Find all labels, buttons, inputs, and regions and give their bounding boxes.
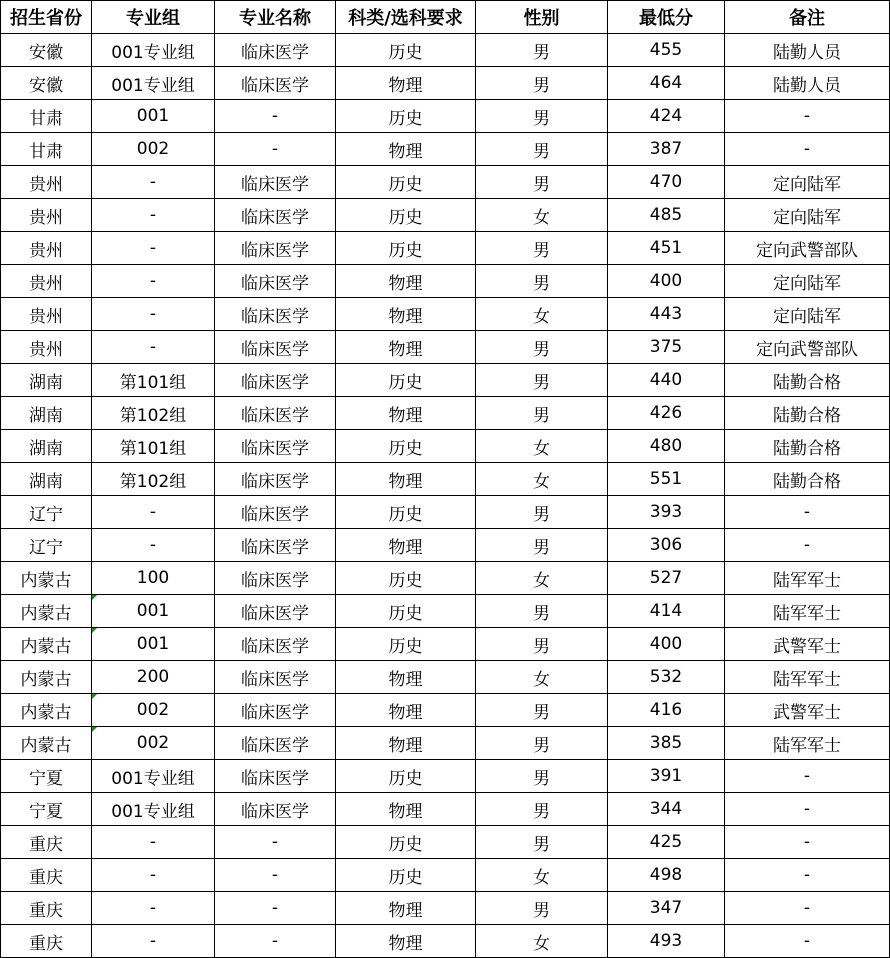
table-row	[1, 265, 890, 298]
major-group-cell: 100	[92, 562, 215, 595]
table-row	[1, 826, 890, 859]
remarks-cell: 陆勤合格	[725, 364, 890, 397]
subject-requirement-cell: 物理	[336, 925, 476, 958]
table-row	[1, 199, 890, 232]
province-cell: 辽宁	[1, 496, 92, 529]
subject-requirement-cell: 物理	[336, 661, 476, 694]
table-header-row	[1, 1, 890, 34]
min-score-cell: 414	[608, 595, 725, 628]
province-cell: 安徽	[1, 67, 92, 100]
min-score-cell: 443	[608, 298, 725, 331]
subject-requirement-cell: 物理	[336, 331, 476, 364]
min-score-cell: 393	[608, 496, 725, 529]
min-score-cell: 400	[608, 628, 725, 661]
remarks-cell: 定向陆军	[725, 166, 890, 199]
min-score-cell: 416	[608, 694, 725, 727]
subject-requirement-cell: 历史	[336, 628, 476, 661]
gender-cell: 女	[476, 859, 608, 892]
gender-cell: 男	[476, 331, 608, 364]
min-score-cell: 485	[608, 199, 725, 232]
province-header: 招生省份	[1, 1, 92, 34]
gender-cell: 女	[476, 298, 608, 331]
min-score-cell: 306	[608, 529, 725, 562]
subject-requirement-cell: 历史	[336, 199, 476, 232]
major-name-cell: 临床医学	[215, 595, 336, 628]
province-cell: 内蒙古	[1, 628, 92, 661]
table-body	[1, 34, 890, 958]
subject-requirement-cell: 物理	[336, 298, 476, 331]
province-cell: 内蒙古	[1, 661, 92, 694]
subject-requirement-cell: 历史	[336, 760, 476, 793]
major-name-cell: 临床医学	[215, 496, 336, 529]
major-name-cell: 临床医学	[215, 364, 336, 397]
major-group-cell: -	[92, 496, 215, 529]
major-name-cell: 临床医学	[215, 232, 336, 265]
min-score-cell: 493	[608, 925, 725, 958]
table-row	[1, 595, 890, 628]
subject-requirement-cell: 历史	[336, 496, 476, 529]
min-score-cell: 551	[608, 463, 725, 496]
province-cell: 宁夏	[1, 793, 92, 826]
min-score-cell: 426	[608, 397, 725, 430]
major-name-cell: -	[215, 859, 336, 892]
major-name-cell: -	[215, 925, 336, 958]
major-group-cell: -	[92, 199, 215, 232]
province-cell: 辽宁	[1, 529, 92, 562]
min-score-cell: 385	[608, 727, 725, 760]
major-group-cell: -	[92, 892, 215, 925]
major-name-cell: -	[215, 133, 336, 166]
subject-requirement-cell: 历史	[336, 364, 476, 397]
remarks-cell: 武警军士	[725, 694, 890, 727]
province-cell: 甘肃	[1, 100, 92, 133]
province-cell: 内蒙古	[1, 562, 92, 595]
subject-requirement-cell: 物理	[336, 694, 476, 727]
subject-requirement-cell: 历史	[336, 34, 476, 67]
major-name-cell: -	[215, 892, 336, 925]
major-group-cell: 001	[92, 595, 215, 628]
major-group-cell: -	[92, 331, 215, 364]
gender-cell: 男	[476, 364, 608, 397]
min-score-cell: 440	[608, 364, 725, 397]
gender-cell: 男	[476, 892, 608, 925]
province-cell: 重庆	[1, 859, 92, 892]
table-row	[1, 133, 890, 166]
province-cell: 重庆	[1, 826, 92, 859]
major-group-cell: 第102组	[92, 463, 215, 496]
major-name-cell: 临床医学	[215, 529, 336, 562]
major-group-cell: -	[92, 826, 215, 859]
table-row	[1, 331, 890, 364]
major-group-cell: -	[92, 925, 215, 958]
remarks-cell: 陆军军士	[725, 595, 890, 628]
major-name-cell: 临床医学	[215, 298, 336, 331]
major-name-cell: 临床医学	[215, 793, 336, 826]
table-row	[1, 694, 890, 727]
table-row	[1, 397, 890, 430]
remarks-cell: -	[725, 133, 890, 166]
province-cell: 湖南	[1, 397, 92, 430]
province-cell: 内蒙古	[1, 595, 92, 628]
table-row	[1, 760, 890, 793]
major-name-cell: 临床医学	[215, 331, 336, 364]
table-row	[1, 529, 890, 562]
major-name-cell: 临床医学	[215, 430, 336, 463]
major-name-cell: 临床医学	[215, 760, 336, 793]
major-name-cell: -	[215, 826, 336, 859]
province-cell: 湖南	[1, 430, 92, 463]
province-cell: 重庆	[1, 925, 92, 958]
remarks-cell: -	[725, 925, 890, 958]
province-cell: 贵州	[1, 331, 92, 364]
min-score-cell: 527	[608, 562, 725, 595]
major-name-cell: 临床医学	[215, 166, 336, 199]
min-score-cell: 387	[608, 133, 725, 166]
min-score-cell: 532	[608, 661, 725, 694]
gender-cell: 男	[476, 34, 608, 67]
province-cell: 内蒙古	[1, 694, 92, 727]
min-score-cell: 464	[608, 67, 725, 100]
province-cell: 重庆	[1, 892, 92, 925]
table-row	[1, 463, 890, 496]
major-group-cell: 001专业组	[92, 34, 215, 67]
province-cell: 甘肃	[1, 133, 92, 166]
major-name-cell: 临床医学	[215, 661, 336, 694]
table-row	[1, 298, 890, 331]
remarks-cell: -	[725, 826, 890, 859]
table-row	[1, 562, 890, 595]
subject-requirement-cell: 历史	[336, 562, 476, 595]
major-group-cell: 001	[92, 628, 215, 661]
remarks-cell: 定向武警部队	[725, 232, 890, 265]
remarks-cell: 陆勤合格	[725, 430, 890, 463]
remarks-cell: 陆勤人员	[725, 34, 890, 67]
table-row	[1, 727, 890, 760]
remarks-cell: -	[725, 760, 890, 793]
table-row	[1, 892, 890, 925]
province-cell: 安徽	[1, 34, 92, 67]
major-group-cell: 002	[92, 694, 215, 727]
major-group-cell: 001专业组	[92, 67, 215, 100]
province-cell: 宁夏	[1, 760, 92, 793]
gender-cell: 男	[476, 826, 608, 859]
subject-requirement-cell: 历史	[336, 166, 476, 199]
min-score-cell: 347	[608, 892, 725, 925]
major-name-cell: 临床医学	[215, 727, 336, 760]
table-row	[1, 859, 890, 892]
province-cell: 内蒙古	[1, 727, 92, 760]
major-group-header: 专业组	[92, 1, 215, 34]
major-group-cell: 第101组	[92, 364, 215, 397]
major-name-cell: 临床医学	[215, 628, 336, 661]
subject-requirement-cell: 物理	[336, 727, 476, 760]
gender-cell: 男	[476, 67, 608, 100]
major-name-cell: 临床医学	[215, 694, 336, 727]
min-score-cell: 498	[608, 859, 725, 892]
major-group-cell: 001	[92, 100, 215, 133]
major-name-cell: 临床医学	[215, 562, 336, 595]
major-group-cell: 200	[92, 661, 215, 694]
gender-cell: 女	[476, 661, 608, 694]
gender-cell: 男	[476, 265, 608, 298]
remarks-cell: 陆军军士	[725, 562, 890, 595]
min-score-header: 最低分	[608, 1, 725, 34]
table-row	[1, 793, 890, 826]
subject-requirement-cell: 历史	[336, 826, 476, 859]
gender-cell: 男	[476, 133, 608, 166]
min-score-cell: 391	[608, 760, 725, 793]
remarks-cell: -	[725, 859, 890, 892]
gender-cell: 女	[476, 925, 608, 958]
gender-cell: 女	[476, 562, 608, 595]
province-cell: 贵州	[1, 166, 92, 199]
major-name-cell: 临床医学	[215, 67, 336, 100]
remarks-cell: -	[725, 496, 890, 529]
min-score-cell: 375	[608, 331, 725, 364]
gender-cell: 男	[476, 496, 608, 529]
subject-requirement-cell: 物理	[336, 529, 476, 562]
min-score-cell: 470	[608, 166, 725, 199]
remarks-cell: -	[725, 892, 890, 925]
gender-cell: 男	[476, 100, 608, 133]
major-group-cell: 001专业组	[92, 793, 215, 826]
remarks-cell: 陆勤人员	[725, 67, 890, 100]
table-row	[1, 430, 890, 463]
major-group-cell: 002	[92, 133, 215, 166]
table-row	[1, 232, 890, 265]
subject-requirement-cell: 历史	[336, 859, 476, 892]
major-name-cell: -	[215, 100, 336, 133]
remarks-cell: 定向陆军	[725, 199, 890, 232]
province-cell: 湖南	[1, 364, 92, 397]
table-row	[1, 100, 890, 133]
gender-cell: 男	[476, 232, 608, 265]
subject-requirement-header: 科类/选科要求	[336, 1, 476, 34]
subject-requirement-cell: 物理	[336, 133, 476, 166]
remarks-cell: 陆军军士	[725, 661, 890, 694]
table-row	[1, 496, 890, 529]
table-row	[1, 166, 890, 199]
major-group-cell: -	[92, 298, 215, 331]
subject-requirement-cell: 历史	[336, 100, 476, 133]
major-name-cell: 临床医学	[215, 199, 336, 232]
remarks-cell: 陆勤合格	[725, 397, 890, 430]
gender-cell: 男	[476, 595, 608, 628]
major-group-cell: -	[92, 859, 215, 892]
remarks-cell: 定向武警部队	[725, 331, 890, 364]
province-cell: 贵州	[1, 298, 92, 331]
remarks-cell: 陆勤合格	[725, 463, 890, 496]
table-row	[1, 34, 890, 67]
subject-requirement-cell: 物理	[336, 793, 476, 826]
major-name-cell: 临床医学	[215, 397, 336, 430]
gender-cell: 男	[476, 760, 608, 793]
major-group-cell: 第102组	[92, 397, 215, 430]
major-name-cell: 临床医学	[215, 265, 336, 298]
gender-cell: 男	[476, 628, 608, 661]
major-name-cell: 临床医学	[215, 463, 336, 496]
min-score-cell: 400	[608, 265, 725, 298]
major-group-cell: -	[92, 529, 215, 562]
subject-requirement-cell: 物理	[336, 463, 476, 496]
gender-cell: 女	[476, 199, 608, 232]
remarks-cell: 定向陆军	[725, 298, 890, 331]
remarks-cell: -	[725, 100, 890, 133]
province-cell: 贵州	[1, 265, 92, 298]
min-score-cell: 425	[608, 826, 725, 859]
subject-requirement-cell: 历史	[336, 430, 476, 463]
subject-requirement-cell: 物理	[336, 265, 476, 298]
major-group-cell: -	[92, 166, 215, 199]
table-row	[1, 364, 890, 397]
min-score-cell: 344	[608, 793, 725, 826]
remarks-cell: -	[725, 793, 890, 826]
min-score-cell: 451	[608, 232, 725, 265]
gender-cell: 女	[476, 430, 608, 463]
remarks-cell: 陆军军士	[725, 727, 890, 760]
gender-cell: 男	[476, 166, 608, 199]
major-group-cell: 002	[92, 727, 215, 760]
gender-cell: 男	[476, 793, 608, 826]
subject-requirement-cell: 历史	[336, 595, 476, 628]
gender-cell: 男	[476, 529, 608, 562]
province-cell: 贵州	[1, 232, 92, 265]
major-group-cell: 第101组	[92, 430, 215, 463]
gender-cell: 男	[476, 397, 608, 430]
min-score-cell: 480	[608, 430, 725, 463]
table-row	[1, 67, 890, 100]
major-group-cell: -	[92, 265, 215, 298]
province-cell: 湖南	[1, 463, 92, 496]
gender-header: 性别	[476, 1, 608, 34]
min-score-cell: 424	[608, 100, 725, 133]
major-name-cell: 临床医学	[215, 34, 336, 67]
table-row	[1, 925, 890, 958]
gender-cell: 女	[476, 463, 608, 496]
table-row	[1, 661, 890, 694]
province-cell: 贵州	[1, 199, 92, 232]
subject-requirement-cell: 物理	[336, 892, 476, 925]
major-group-cell: -	[92, 232, 215, 265]
min-score-cell: 455	[608, 34, 725, 67]
major-group-cell: 001专业组	[92, 760, 215, 793]
remarks-cell: -	[725, 529, 890, 562]
gender-cell: 男	[476, 727, 608, 760]
subject-requirement-cell: 历史	[336, 232, 476, 265]
remarks-header: 备注	[725, 1, 890, 34]
remarks-cell: 武警军士	[725, 628, 890, 661]
subject-requirement-cell: 物理	[336, 397, 476, 430]
major-name-header: 专业名称	[215, 1, 336, 34]
subject-requirement-cell: 物理	[336, 67, 476, 100]
table-row	[1, 628, 890, 661]
gender-cell: 男	[476, 694, 608, 727]
remarks-cell: 定向陆军	[725, 265, 890, 298]
